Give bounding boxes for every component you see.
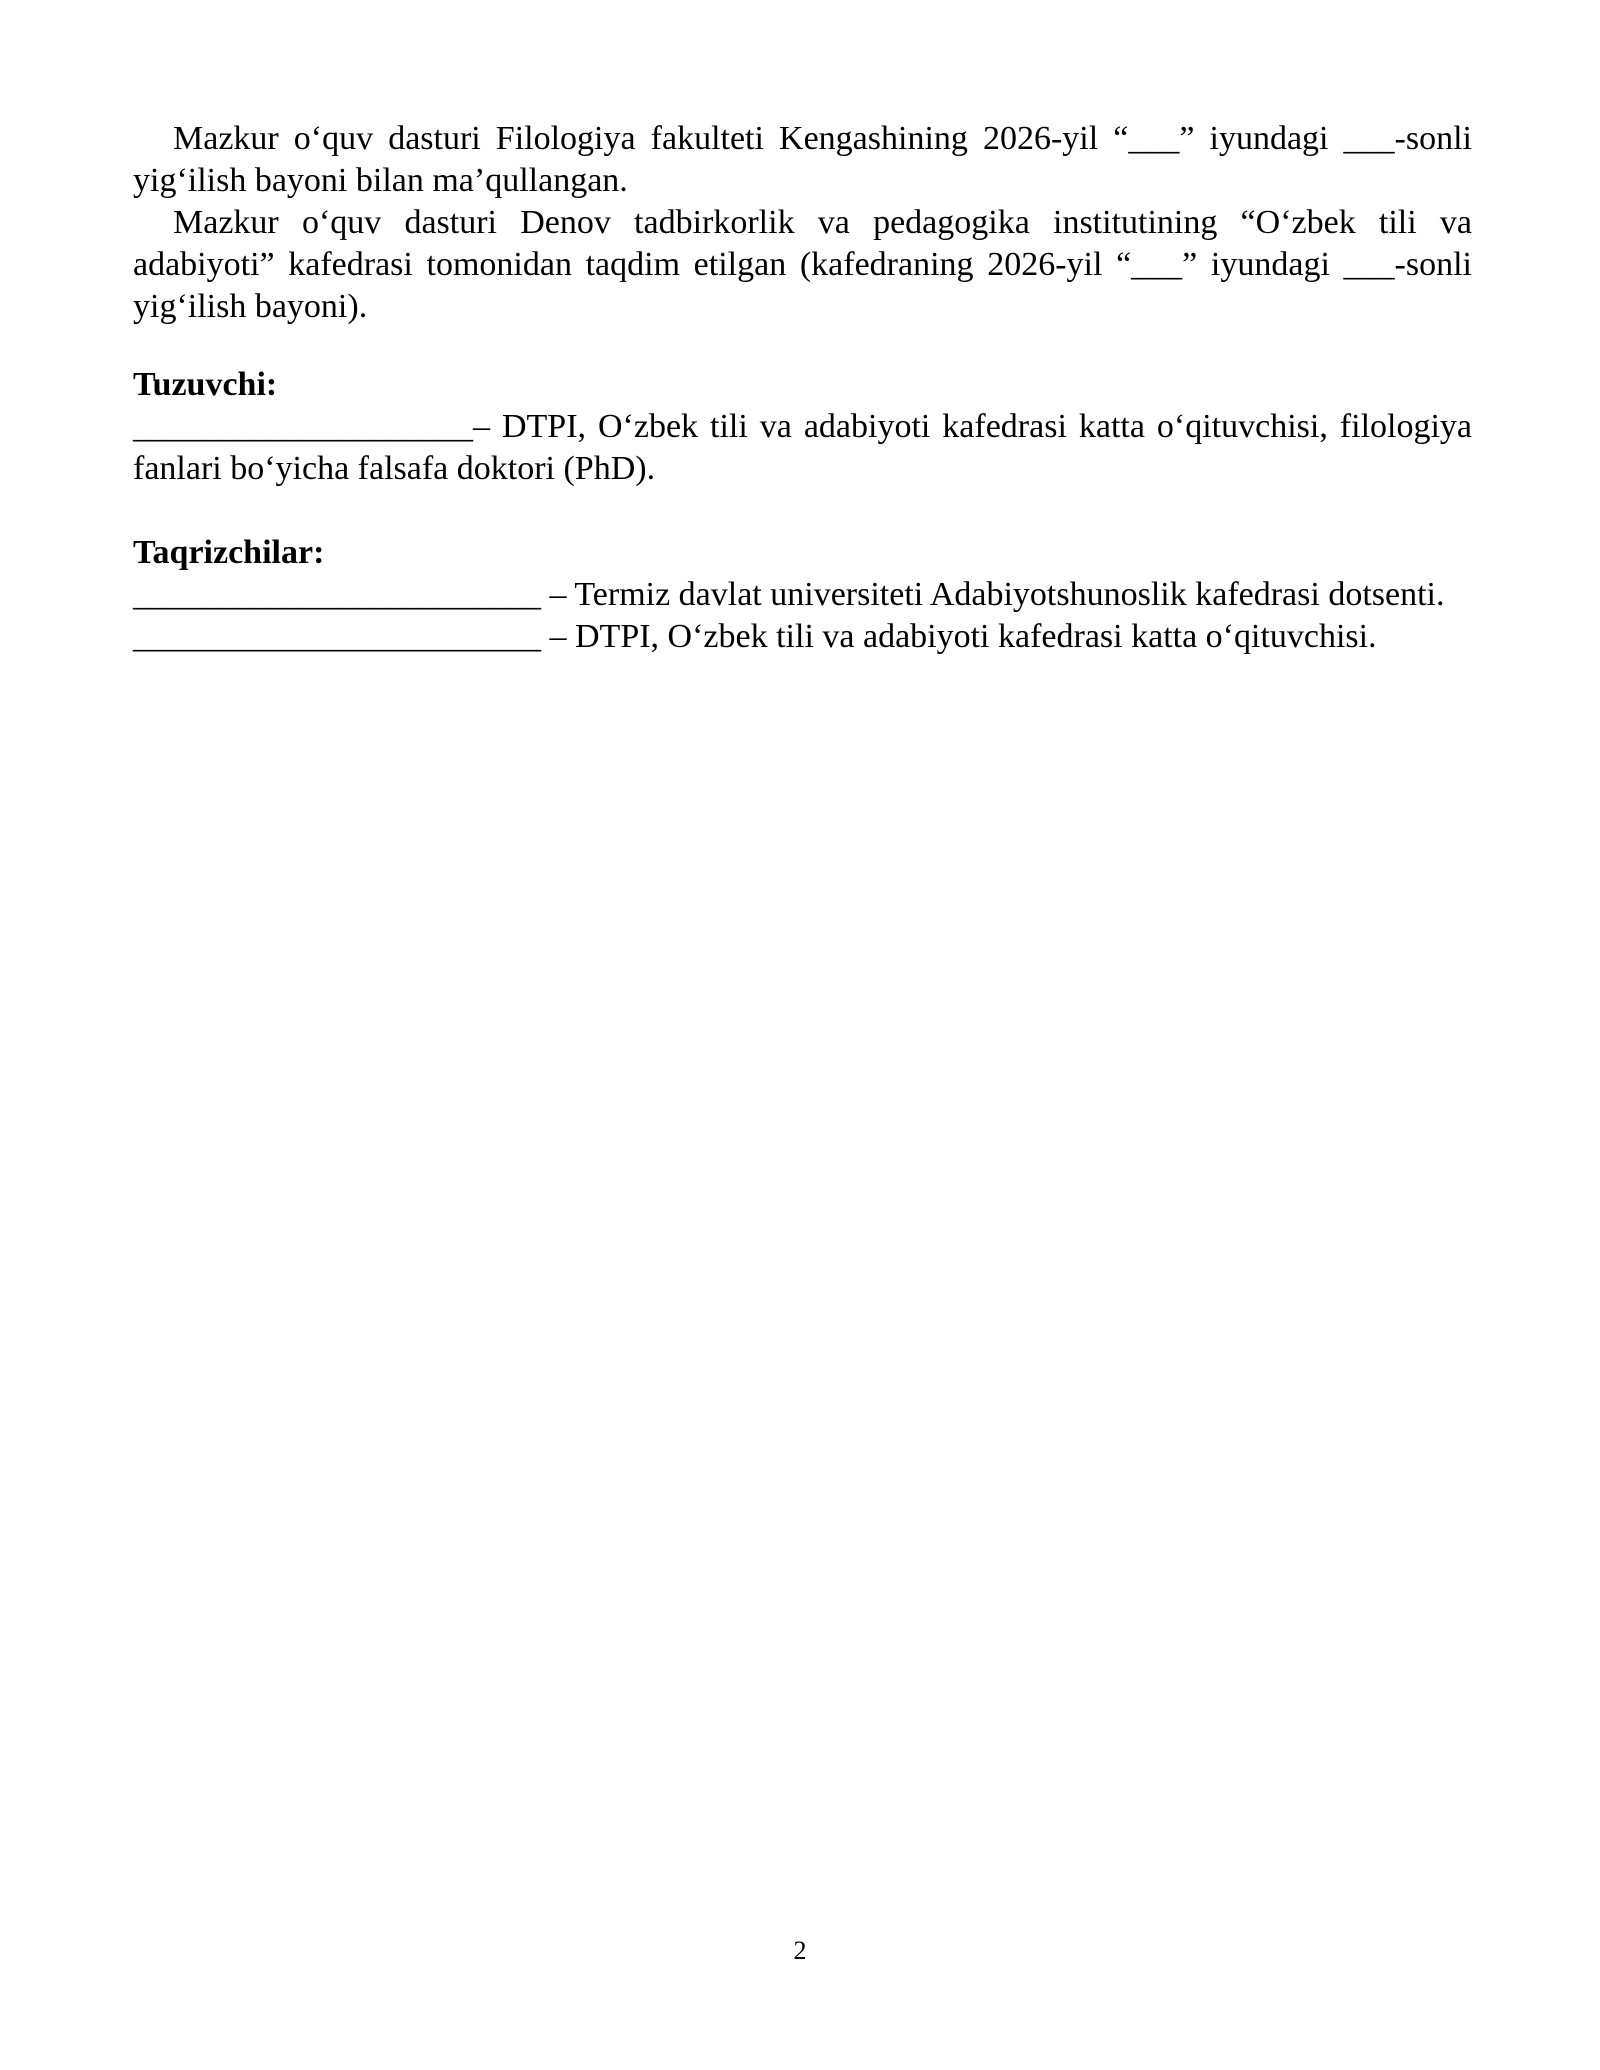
reviewer-line-2: ________________________ – DTPI, O‘zbek tili va adabiyoti kafedrasi katta o‘qituvchisi. xyxy=(133,618,1377,655)
document-page xyxy=(133,118,1472,658)
page-number: 2 xyxy=(793,1936,807,1965)
submission-paragraph: Mazkur o‘quv dasturi Denov tadbirkorlik va pedagogika institutining “O‘zbek tili va adabiyoti” kafedrasi tomonidan taqdim etilgan (kafedraning 2026-yil “___” iyundagi ___-sonli yig‘ilish bayoni). xyxy=(133,204,1472,325)
compiler-line: ____________________– DTPI, O‘zbek tili va adabiyoti kafedrasi katta o‘qituvchisi, filologiya fanlari bo‘yicha falsafa doktori (PhD). xyxy=(133,408,1472,487)
approval-paragraph: Mazkur o‘quv dasturi Filologiya fakulteti Kengashining 2026-yil “___” iyundagi ___-sonli yig‘ilish bayoni bilan ma’qullangan. xyxy=(133,120,1472,199)
reviewer-line-1: ________________________ – Termiz davlat universiteti Adabiyotshunoslik kafedrasi dotsenti. xyxy=(133,576,1445,613)
compiler-heading: Tuzuvchi: xyxy=(133,366,278,403)
reviewers-heading: Taqrizchilar: xyxy=(133,534,325,571)
